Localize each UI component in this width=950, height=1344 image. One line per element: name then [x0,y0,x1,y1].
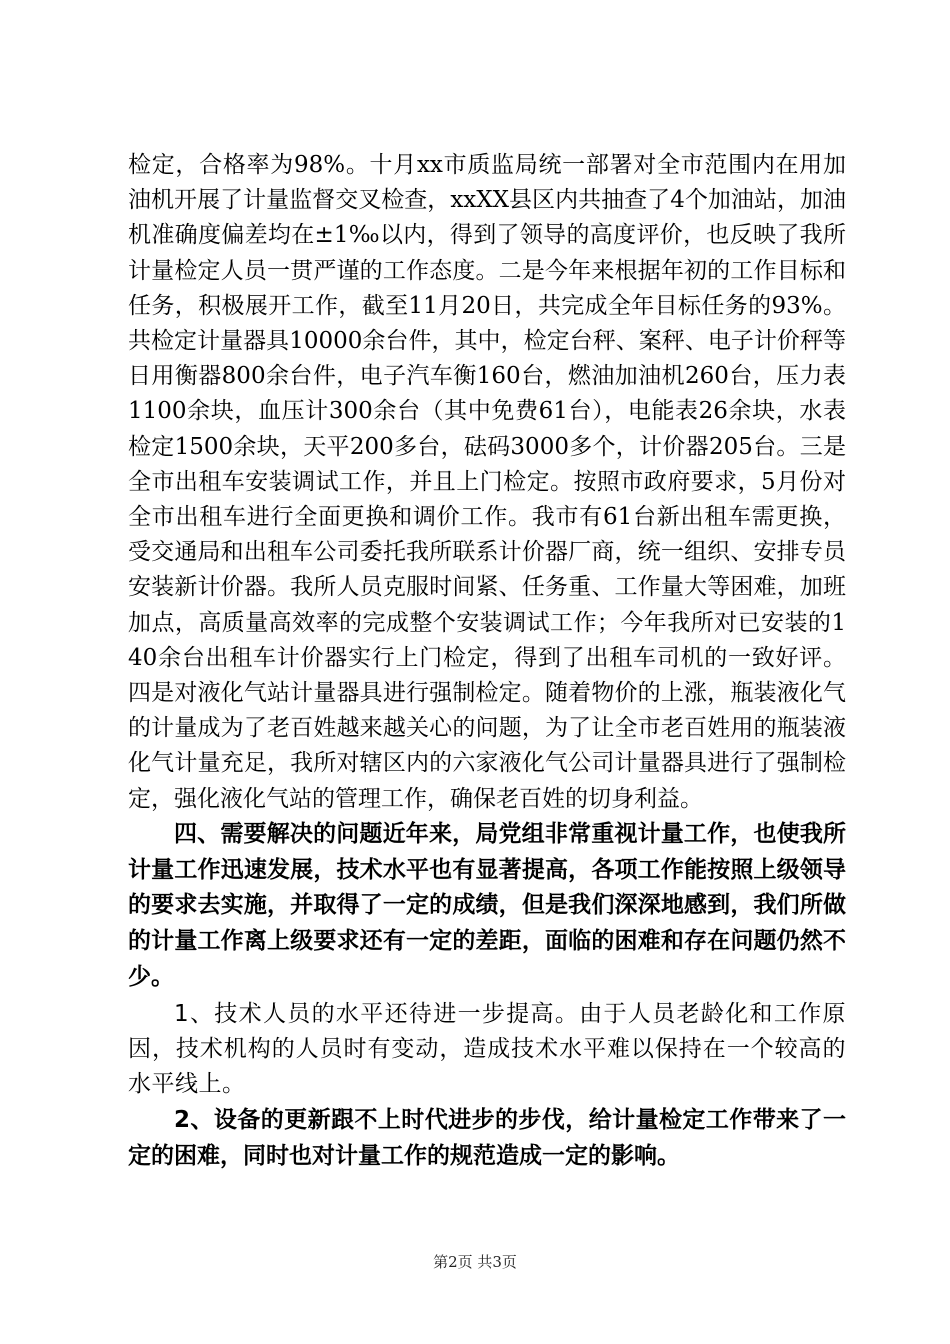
paragraph-issue-equipment: 2、设备的更新跟不上时代进步的步伐，给计量检定工作带来了一定的困难，同时也对计量工作的规范造成一定的影响。 [128,1106,846,1169]
document-body [128,148,846,1174]
page-number-footer: 第2页 共3页 [433,1253,517,1271]
paragraph-issue-staff: 1、技术人员的水平还待进一步提高。由于人员老龄化和工作原因，技术机构的人员时有变动，造成技术水平难以保持在一个较高的水平线上。 [128,1000,846,1097]
paragraph-inspection-summary: 检定，合格率为98%。十月xx市质监局统一部署对全市范围内在用加油机开展了计量监督交叉检查，xxXX县区内共抽查了4个加油站，加油机准确度偏差均在±1‰以内，得到了领导的高度评价，也反映了我所计量检定人员一贯严谨的工作态度。二是今年来根据年初的工作目标和任务，积极展开工作，截至11月20日，共完成全年目标任务的93%。共检定计量器具10000余台件，其中，检定台秤、案秤、电子计价秤等日用衡器800余台件，电子汽车衡160台，燃油加油机260台，压力表1100余块，血压计300余台（其中免费61台），电能表26余块，水表检定1500余块，天平200多台，砝码3000多个，计价器205台。三是全市出租车安装调试工作，并且上门检定。按照市政府要求，5月份对全市出租车进行全面更换和调价工作。我市有61台新出租车需更换，受交通局和出租车公司委托我所联系计价器厂商，统一组织、安排专员安装新计价器。我所人员克服时间紧、任务重、工作量大等困难，加班加点，高质量高效率的完成整个安装调试工作；今年我所对已安装的140余台出租车计价器实行上门检定，得到了出租车司机的一致好评。四是对液化气站计量器具进行强制检定。随着物价的上涨，瓶装液化气的计量成为了老百姓越来越关心的问题，为了让全市老百姓用的瓶装液化气计量充足，我所对辖区内的六家液化气公司计量器具进行了强制检定，强化液化气站的管理工作，确保老百姓的切身利益。 [128,152,846,812]
paragraph-problems-heading: 四、需要解决的问题近年来，局党组非常重视计量工作，也使我所计量工作迅速发展，技术水平也有显著提高，各项工作能按照上级领导的要求去实施，并取得了一定的成绩，但是我们深深地感到，我们所做的计量工作离上级要求还有一定的差距，面临的困难和存在问题仍然不少。 [128,820,846,991]
